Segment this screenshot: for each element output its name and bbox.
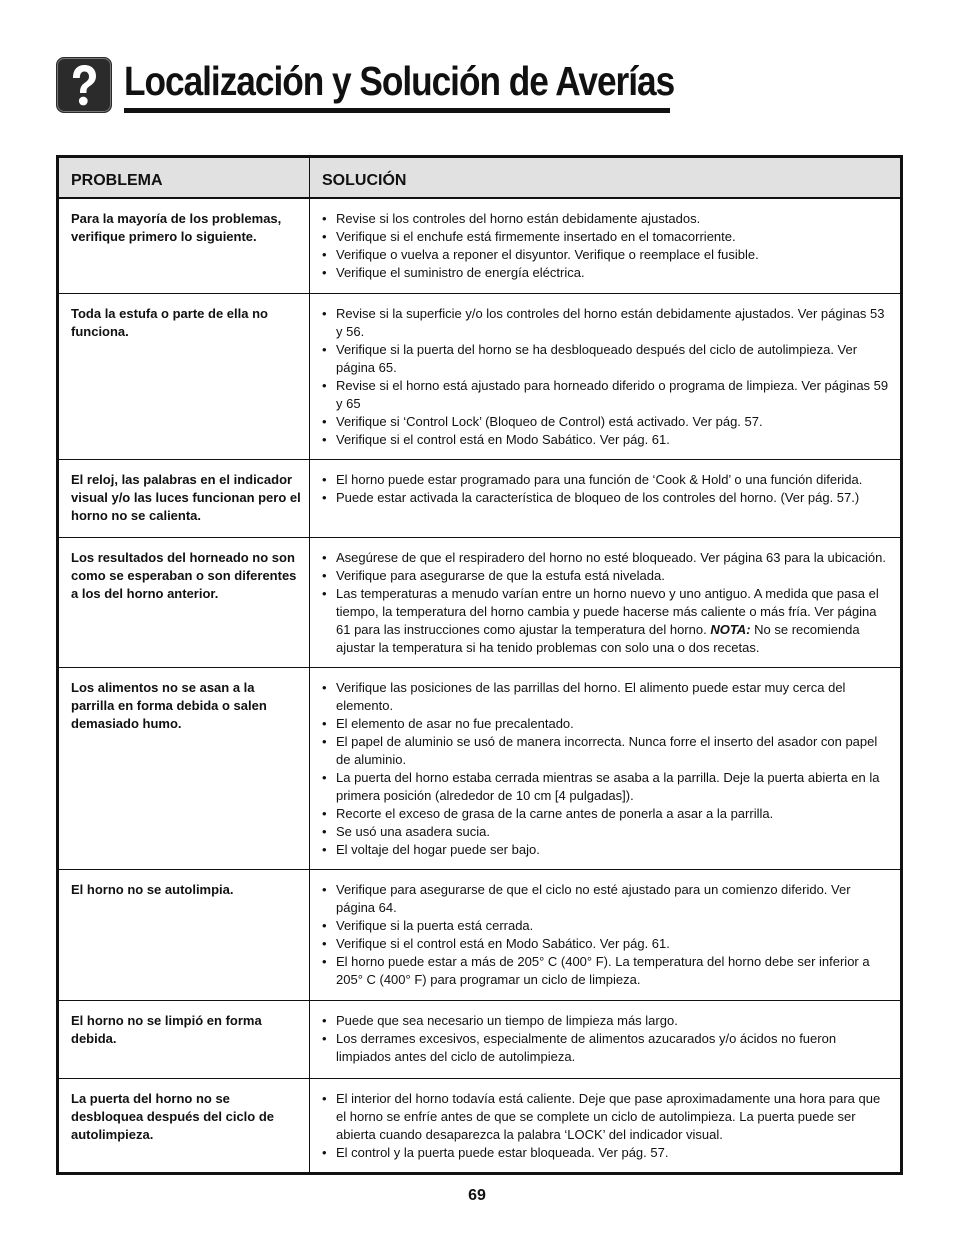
solution-item: • Verifique si el control está en Modo Sabático. Ver pág. 61. bbox=[322, 431, 892, 449]
solution-item: • Revise si el horno está ajustado para horneado diferido o programa de limpieza. Ver páginas 59 y 65 bbox=[322, 377, 892, 413]
solution-list bbox=[322, 549, 892, 657]
solution-item: • Revise si los controles del horno están debidamente ajustados. bbox=[322, 210, 892, 228]
solution-item: • El horno puede estar a más de 205° C (400° F). La temperatura del horno debe ser inferior a 205° C (400° F) para programar un ciclo de limpieza. bbox=[322, 953, 892, 989]
column-header-problem: PROBLEMA bbox=[58, 157, 310, 199]
solution-cell bbox=[310, 198, 902, 293]
solution-item: • Revise si la superficie y/o los controles del horno están debidamente ajustados. Ver páginas 53 y 56. bbox=[322, 305, 892, 341]
page-header bbox=[56, 56, 675, 116]
solution-list bbox=[322, 881, 892, 989]
table-header-row bbox=[58, 157, 902, 199]
solution-item: • El voltaje del hogar puede ser bajo. bbox=[322, 841, 892, 859]
solution-item: • El horno puede estar programado para una función de ‘Cook & Hold’ o una función diferida. bbox=[322, 471, 892, 489]
question-mark-icon bbox=[56, 57, 112, 113]
solution-item: • Verifique si ‘Control Lock’ (Bloqueo de Control) está activado. Ver pág. 57. bbox=[322, 413, 892, 431]
solution-item: • El papel de aluminio se usó de manera incorrecta. Nunca forre el inserto del asador con papel de aluminio. bbox=[322, 733, 892, 769]
solution-item: • Verifique las posiciones de las parrillas del horno. El alimento puede estar muy cerca del elemento. bbox=[322, 679, 892, 715]
solution-item: • Asegúrese de que el respiradero del horno no esté bloqueado. Ver página 63 para la ubicación. bbox=[322, 549, 892, 567]
solution-item: • Los derrames excesivos, especialmente de alimentos azucarados y/o ácidos no fueron limpiados antes del ciclo de autolimpieza. bbox=[322, 1030, 892, 1066]
solution-item-text: Las temperaturas a menudo varían entre un horno nuevo y uno antiguo. A medida que pasa el tiempo, la temperatura del horno cambia y puede hacerse más caliente o más fría. Ver página 61 para las instrucciones como ajustar la temperatura del horno. bbox=[336, 585, 879, 637]
page-number: 69 bbox=[468, 1187, 486, 1204]
solution-item: • Puede que sea necesario un tiempo de limpieza más largo. bbox=[322, 1012, 892, 1030]
table-row bbox=[58, 1000, 902, 1078]
solution-item: • Verifique si la puerta está cerrada. bbox=[322, 917, 892, 935]
solution-item: • Puede estar activada la característica de bloqueo de los controles del horno. (Ver pág. 57.) bbox=[322, 489, 892, 507]
problem-cell: El reloj, las palabras en el indicador visual y/o las luces funcionan pero el horno no se calienta. bbox=[58, 459, 310, 537]
solution-item: • El elemento de asar no fue precalentado. bbox=[322, 715, 892, 733]
table-row bbox=[58, 198, 902, 293]
solution-item: • Se usó una asadera sucia. bbox=[322, 823, 892, 841]
note-text: No se recomienda ajustar la temperatura si ha tenido problemas con solo una o dos recetas. bbox=[336, 621, 860, 655]
table-row bbox=[58, 459, 902, 537]
title-underline bbox=[124, 108, 670, 113]
solution-cell bbox=[310, 869, 902, 1000]
table-row bbox=[58, 1078, 902, 1173]
problem-cell: La puerta del horno no se desbloquea después del ciclo de autolimpieza. bbox=[58, 1078, 310, 1173]
solution-list bbox=[322, 1012, 892, 1066]
solution-list bbox=[322, 305, 892, 449]
solution-cell bbox=[310, 1000, 902, 1078]
problem-cell: Los resultados del horneado no son como se esperaban o son diferentes a los del horno anterior. bbox=[58, 537, 310, 667]
problem-cell: El horno no se autolimpia. bbox=[58, 869, 310, 1000]
solution-list bbox=[322, 679, 892, 859]
solution-item: • El interior del horno todavía está caliente. Deje que pase aproximadamente una hora para que el horno se enfríe antes de que se complete un ciclo de autolimpieza. La puerta puede ser abierta cuando desaparezca la palabra ‘LOCK’ del indicador visual. bbox=[322, 1090, 892, 1144]
solution-list bbox=[322, 210, 892, 282]
solution-item: • Verifique si el control está en Modo Sabático. Ver pág. 61. bbox=[322, 935, 892, 953]
problem-cell: Toda la estufa o parte de ella no funciona. bbox=[58, 293, 310, 459]
solution-cell bbox=[310, 667, 902, 869]
note-label: NOTA: bbox=[710, 621, 751, 637]
table-row bbox=[58, 293, 902, 459]
solution-list bbox=[322, 471, 892, 507]
solution-item: • Verifique para asegurarse de que la estufa está nivelada. bbox=[322, 567, 892, 585]
solution-cell bbox=[310, 1078, 902, 1173]
problem-cell: El horno no se limpió en forma debida. bbox=[58, 1000, 310, 1078]
page-title: Localización y Solución de Averías bbox=[124, 58, 675, 104]
solution-cell bbox=[310, 459, 902, 537]
solution-item: • Verifique para asegurarse de que el ciclo no esté ajustado para un comienzo diferido. Ver página 64. bbox=[322, 881, 892, 917]
solution-item: • El control y la puerta puede estar bloqueada. Ver pág. 57. bbox=[322, 1144, 892, 1162]
solution-item: • Verifique si el enchufe está firmemente insertado en el tomacorriente. bbox=[322, 228, 892, 246]
table-row bbox=[58, 667, 902, 869]
solution-item: • Verifique si la puerta del horno se ha desbloqueado después del ciclo de autolimpieza. Ver página 65. bbox=[322, 341, 892, 377]
solution-list bbox=[322, 1090, 892, 1162]
solution-cell bbox=[310, 293, 902, 459]
solution-item: • Verifique o vuelva a reponer el disyuntor. Verifique o reemplace el fusible. bbox=[322, 246, 892, 264]
solution-item bbox=[322, 585, 892, 657]
problem-cell: Para la mayoría de los problemas, verifique primero lo siguiente. bbox=[58, 198, 310, 293]
solution-cell bbox=[310, 537, 902, 667]
troubleshooting-table bbox=[56, 155, 903, 1175]
solution-item: • Recorte el exceso de grasa de la carne antes de ponerla a asar a la parrilla. bbox=[322, 805, 892, 823]
problem-cell: Los alimentos no se asan a la parrilla en forma debida o salen demasiado humo. bbox=[58, 667, 310, 869]
table-row bbox=[58, 869, 902, 1000]
solution-item: • Verifique el suministro de energía eléctrica. bbox=[322, 264, 892, 282]
solution-item: • La puerta del horno estaba cerrada mientras se asaba a la parrilla. Deje la puerta abierta en la primera posición (alrededor de 10 cm [4 pulgadas]). bbox=[322, 769, 892, 805]
column-header-solution: SOLUCIÓN bbox=[310, 157, 902, 199]
table-row bbox=[58, 537, 902, 667]
